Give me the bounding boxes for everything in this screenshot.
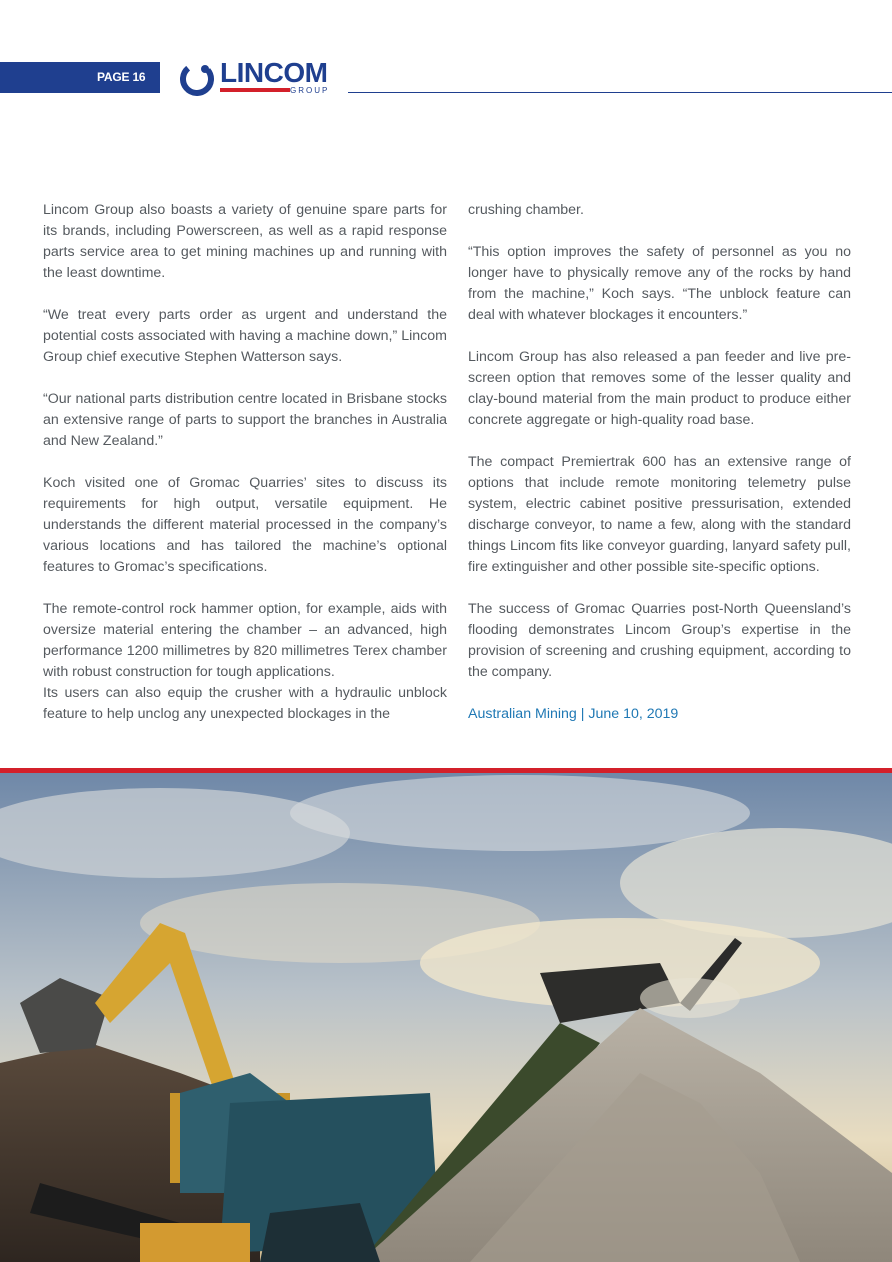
logo-subtitle: GROUP [290,86,330,95]
logo-red-bar [220,88,290,92]
article-column-right [468,200,851,746]
article-column-left [43,200,447,746]
page-number-tab [0,62,160,93]
quarry-photo [0,773,892,1262]
paragraph: The compact Premiertrak 600 has an extensive range of options that include remote monitoring telemetry pulse system, electric cabinet positive pressurisation, extended discharge conveyor, to name a few, along with the standard things Lincom fits like conveyor guarding, lanyard safety pull, fire extinguisher and other possible site-specific options. [468,454,851,575]
header-divider [348,92,892,93]
page-number: PAGE 16 [97,70,146,84]
paragraph: The success of Gromac Quarries post-North Queensland’s flooding demonstrates Lincom Group’s expertise in the provision of screening and crushing equipment, according to the company. [468,601,851,680]
quarry-photo-illustration [0,773,892,1262]
paragraph: “Our national parts distribution centre located in Brisbane stocks an extensive range of parts to support the branches in Australia and New Zealand.” [43,391,447,449]
logo-wordmark: LINCOM [220,57,328,88]
paragraph: Lincom Group also boasts a variety of genuine spare parts for its brands, including Powerscreen, as well as a rapid response parts service area to get mining machines up and running with the least downtime. [43,202,447,281]
paragraph: “We treat every parts order as urgent and understand the potential costs associated with having a machine down,” Lincom Group chief executive Stephen Watterson says. [43,307,447,365]
paragraph: Lincom Group has also released a pan feeder and live pre-screen option that removes some of the lesser quality and clay-bound material from the main product to produce either concrete aggregate or high-quality road base. [468,349,851,428]
lincom-logo-icon [180,60,216,96]
article-source: Australian Mining | June 10, 2019 [468,706,679,722]
paragraph: Its users can also equip the crusher with a hydraulic unblock feature to help unclog any unexpected blockages in the [43,685,447,722]
paragraph: “This option improves the safety of personnel as you no longer have to physically remove any of the rocks by hand from the machine,” Koch says. “The unblock feature can deal with whatever blockages it encounters.” [468,244,851,323]
paragraph: Koch visited one of Gromac Quarries’ sites to discuss its requirements for high output, versatile equipment. He understands the different material processed in the company’s various locations and has tailored the machine’s optional features to Gromac’s specifications. [43,475,447,575]
paragraph: The remote-control rock hammer option, for example, aids with oversize material entering the chamber – an advanced, high performance 1200 millimetres by 820 millimetres Terex chamber with robust construction for tough applications. [43,601,447,680]
paragraph: crushing chamber. [468,202,584,218]
lincom-logo [180,57,340,96]
